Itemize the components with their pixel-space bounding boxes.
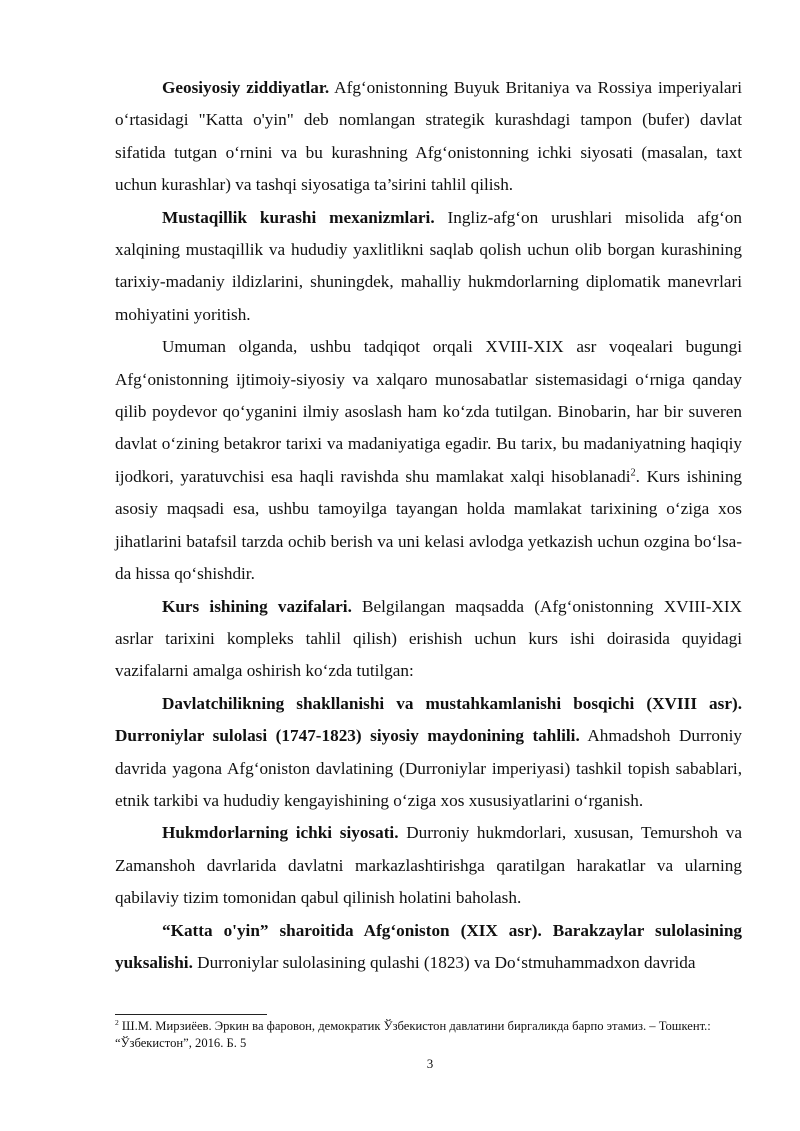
footnote-text: Ш.М. Мирзиёев. Эркин ва фаровон, демократик Ўзбекистон давлатини биргаликда барпо этамиз. – Тошкент.: “Ўзбекистон”, 2016. Б. 5: [115, 1019, 711, 1050]
paragraph-text: Durroniy hukmdorlari, xususan, Temurshoh va Zamanshoh davrlarida davlatni markazlashtirishga qaratilgan harakatlar va ularning qabilaviy tizim tomonidan qabul qilinish holatini baholash.: [115, 823, 742, 908]
paragraph-internal-policy: [115, 817, 742, 914]
paragraph-independence-struggle: [115, 202, 742, 332]
footnote-reference[interactable]: 2: [630, 467, 636, 479]
paragraph-text: Umuman olganda, ushbu tadqiqot orqali XVIII-XIX asr voqealari bugungi Afg‘onistonning ijtimoiy-siyosiy va xalqaro munosabatlar sistemasidagi o‘rniga qanday qilib poydevor qo‘yganini ilmiy asoslash ham ko‘zda tutilgan. Binobarin, har bir suveren davlat o‘zining betakror tarixi va madaniyatiga egadir. Bu tarix, bu madaniyatning haqiqiy ijodkori, yaratuvchisi esa haqli ravishda shu mamlakat xalqi hisoblanadi: [115, 337, 742, 486]
paragraph-text: Ahmadshoh Durroniy davrida yagona Afg‘oniston davlatining (Durroniylar imperiyasi) tashkil topish sabablari, etnik tarkibi va hududiy kengayishining o‘ziga xos xususiyatlarini o‘rganish.: [115, 726, 742, 810]
paragraph-text: Durroniylar sulolasining qulashi (1823) va Do‘stmuhammadxon davrida: [192, 952, 696, 972]
paragraph-heading: Hukmdorlarning ichki siyosati.: [162, 823, 399, 843]
paragraph-general-summary: [115, 331, 742, 590]
paragraph-statehood-formation: [115, 688, 742, 818]
paragraph-text: . Kurs ishining asosiy maqsadi esa, ushbu tamoyilga tayangan holda mamlakat tarixining o‘ziga xos jihatlarini batafsil tarzda ochib berish va uni kelasi avlodga yetkazish uchun ozgina bo‘lsa-da hissa qo‘shishdir.: [115, 466, 743, 584]
paragraph-heading: Davlatchilikning shakllanishi va mustahkamlanishi bosqichi (XVIII asr). Durroniylar sulolasi (1747-1823) siyosiy maydonining tahlili.: [115, 693, 742, 746]
footnote-separator: [115, 1014, 267, 1015]
body-text: [115, 72, 742, 979]
paragraph-text: Ingliz-afg‘on urushlari misolida afg‘on xalqining mustaqillik va hududiy yaxlitlikni saqlab qolish uchun olib borgan kurashining tarixiy-madaniy ildizlarini, shuningdek, mahalliy hukmdorlarning diplomatik manevrlari mohiyatini yoritish.: [115, 207, 742, 324]
paragraph-text: Belgilangan maqsadda (Afg‘onistonning XVIII-XIX asrlar tarixini kompleks tahlil qilish) erishish uchun kurs ishi doirasida quyidagi vazifalarni amalga oshirish ko‘zda tutilgan:: [115, 596, 742, 681]
paragraph-course-tasks: [115, 591, 742, 688]
paragraph-great-game: [115, 915, 742, 980]
footnote-number: 2: [115, 1017, 119, 1027]
page-number: 3: [426, 1056, 434, 1071]
paragraph-text: Afg‘onistonning Buyuk Britaniya va Rossiya imperiyalari o‘rtasidagi "Katta o'yin" deb nomlangan strategik kurashdagi tampon (bufer) davlat sifatida tutgan o‘rnini va bu kurashning Afg‘onistonning ichki siyosati (masalan, taxt uchun kurashlar) va tashqi siyosatiga ta’sirini tahlil qilish.: [115, 78, 742, 195]
footnote: [115, 1018, 742, 1051]
paragraph-geopolitical-contradictions: [115, 72, 742, 202]
paragraph-heading: Geosiyosiy ziddiyatlar.: [162, 78, 330, 97]
paragraph-heading: Kurs ishining vazifalari.: [162, 596, 352, 616]
paragraph-heading: “Katta o'yin” sharoitida Afg‘oniston (XIX asr). Barakzaylar sulolasining yuksalishi.: [115, 920, 742, 972]
paragraph-heading: Mustaqillik kurashi mexanizmlari.: [162, 207, 435, 227]
